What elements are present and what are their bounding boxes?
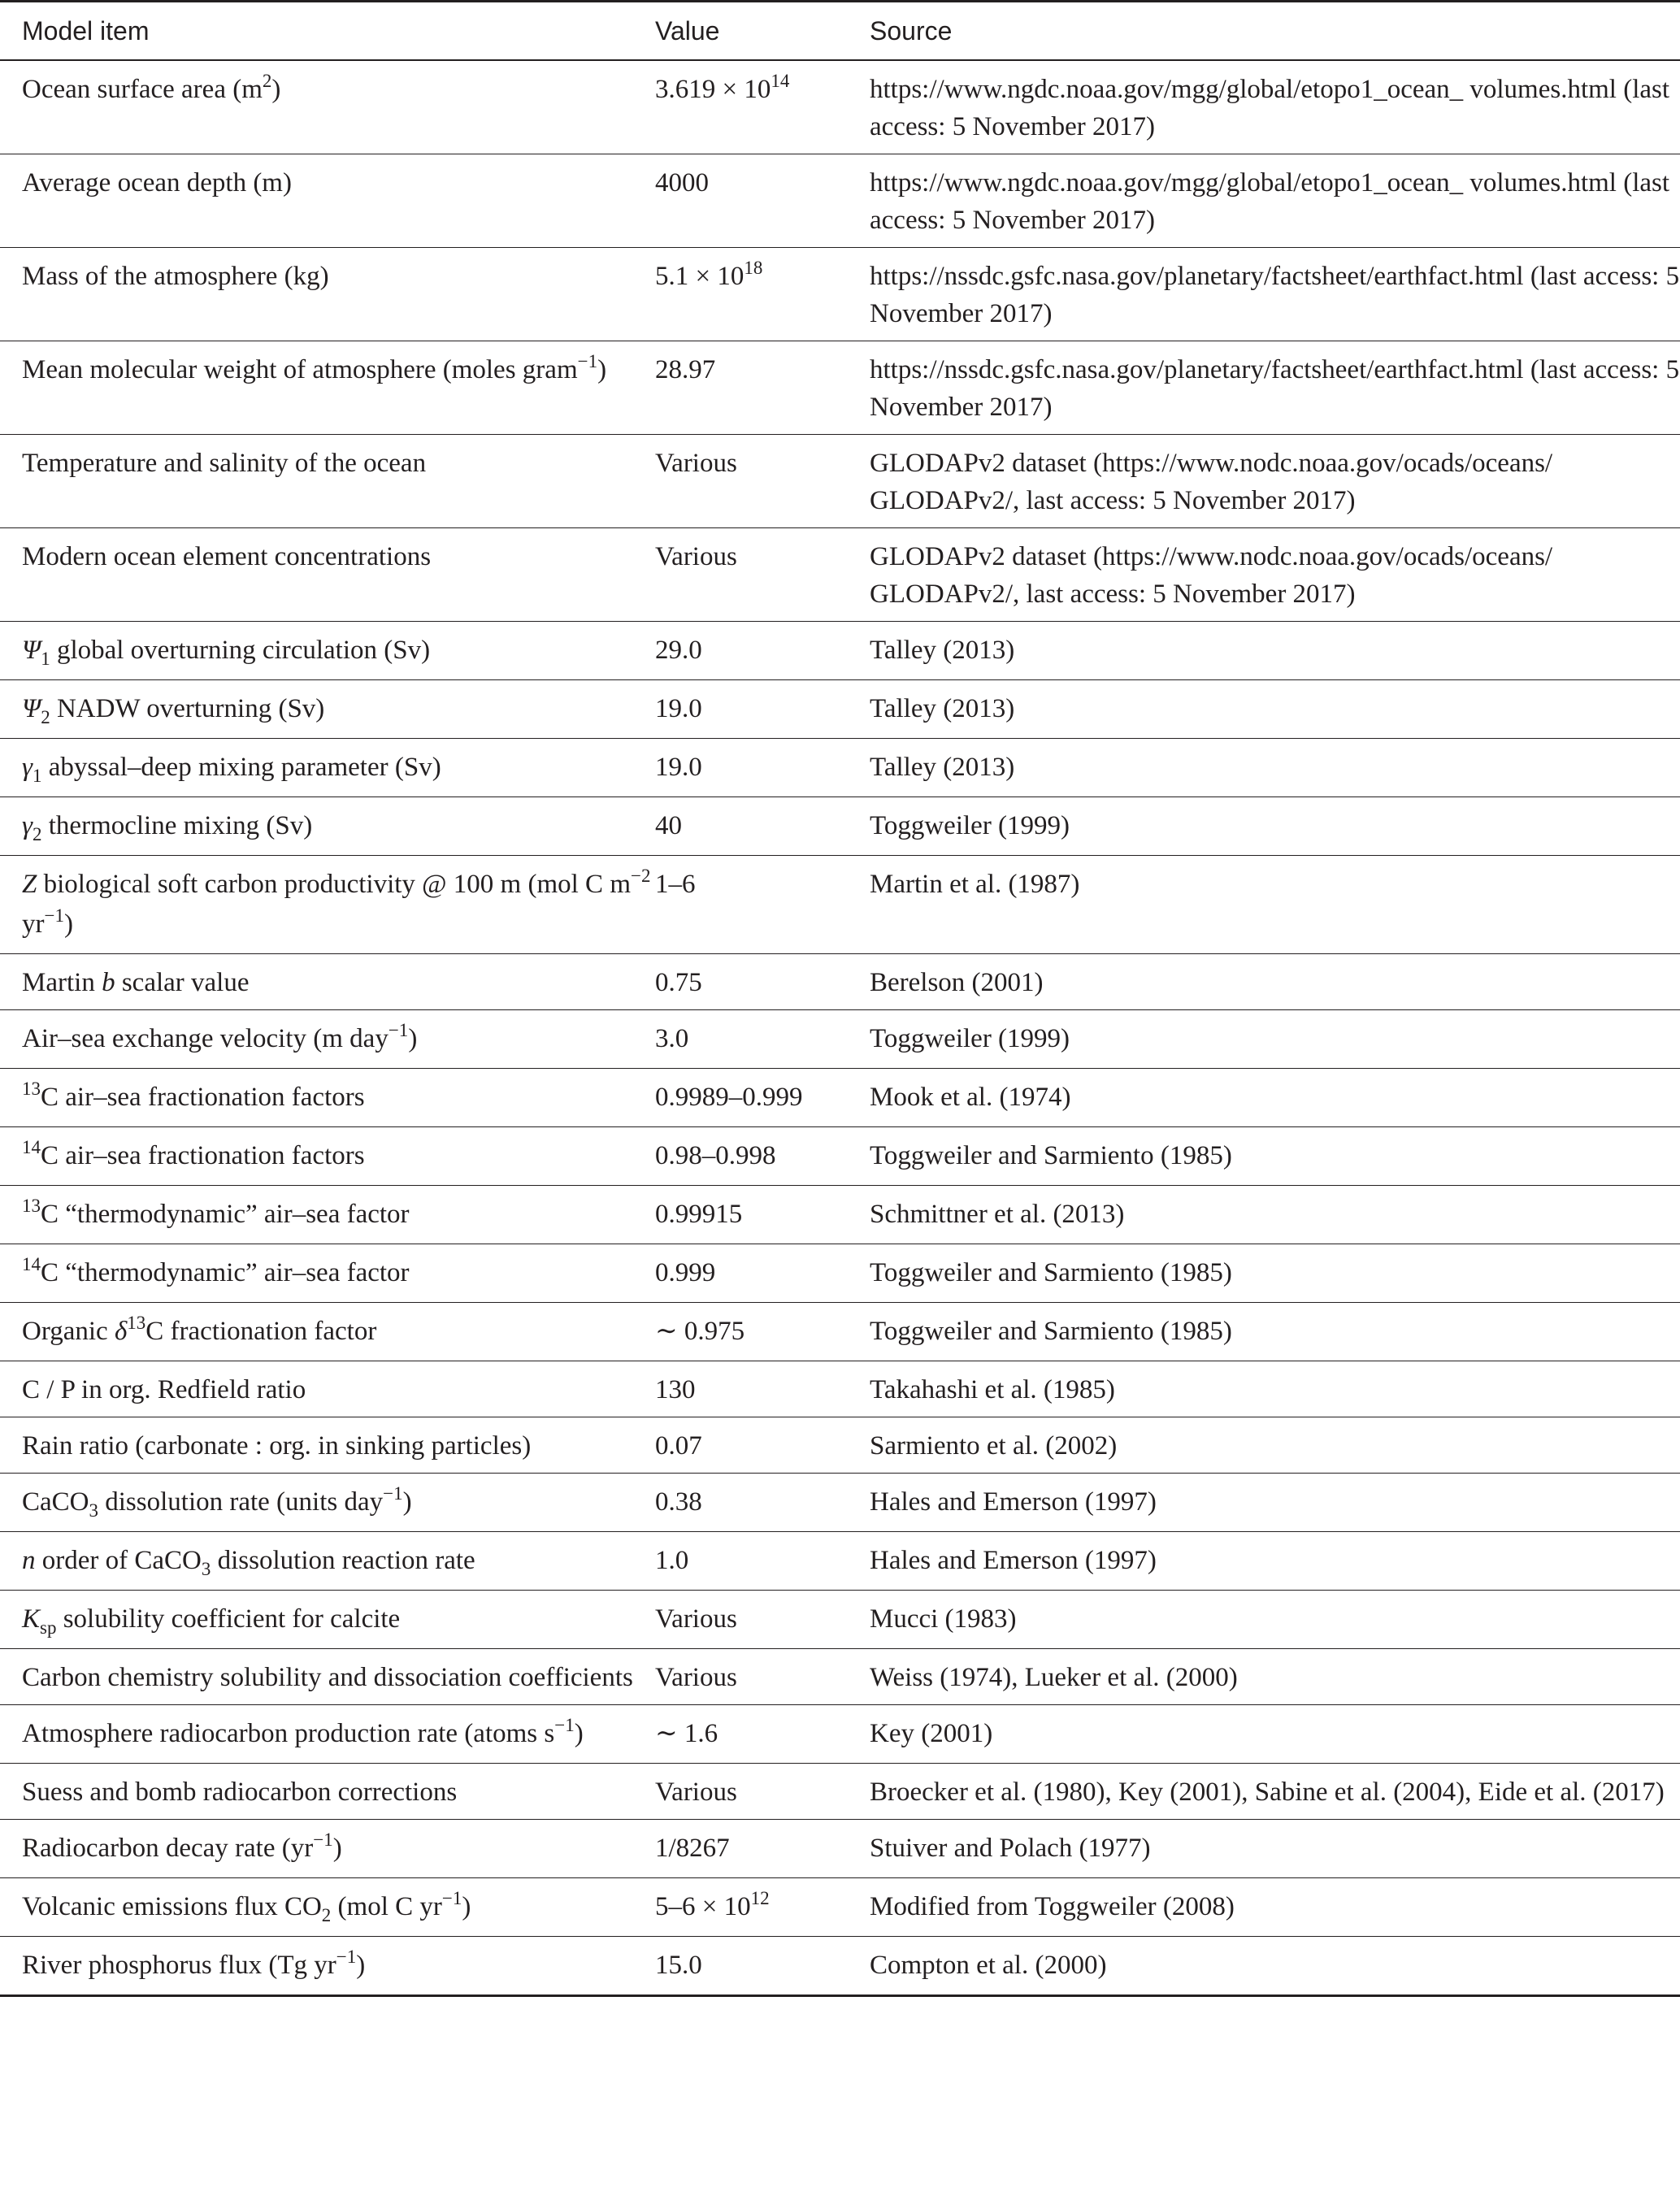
- cell-model-item: $K_{sp}$ solubility coefficient for calcite: [0, 1591, 655, 1649]
- cell-model-item: Average ocean depth (m): [0, 154, 655, 248]
- cell-value: 0.999: [655, 1244, 870, 1303]
- cell-value: ∼ 0.975: [655, 1303, 870, 1361]
- cell-source: Compton et al. (2000): [870, 1937, 1680, 1996]
- table-row: [0, 1474, 1680, 1532]
- column-header-source: Source: [870, 2, 1680, 61]
- column-header-model-item: Model item: [0, 2, 655, 61]
- cell-value: 1–6: [655, 856, 870, 954]
- cell-value: 29.0: [655, 622, 870, 680]
- cell-source: Weiss (1974), Lueker et al. (2000): [870, 1649, 1680, 1705]
- header-row: [0, 2, 1680, 61]
- cell-value: 28.97: [655, 341, 870, 435]
- cell-model-item: Temperature and salinity of the ocean: [0, 435, 655, 528]
- table-row: [0, 1186, 1680, 1244]
- cell-model-item: CaCO$_3$ dissolution rate (units day$^{-1}$): [0, 1474, 655, 1532]
- cell-value: 15.0: [655, 1937, 870, 1996]
- table-row: [0, 1649, 1680, 1705]
- table-row: [0, 797, 1680, 856]
- table-row: [0, 154, 1680, 248]
- cell-model-item: Volcanic emissions flux $CO_2$ (mol C $yr^{-1}$): [0, 1878, 655, 1937]
- cell-value: ∼ 1.6: [655, 1705, 870, 1764]
- cell-source: https://www.ngdc.noaa.gov/mgg/global/etopo1_ocean_ volumes.html (last access: 5 November 2017): [870, 154, 1680, 248]
- cell-source: Martin et al. (1987): [870, 856, 1680, 954]
- cell-source: Broecker et al. (1980), Key (2001), Sabine et al. (2004), Eide et al. (2017): [870, 1764, 1680, 1820]
- cell-value: Various: [655, 528, 870, 622]
- cell-source: https://nssdc.gsfc.nasa.gov/planetary/factsheet/earthfact.html (last access: 5 November 2017): [870, 248, 1680, 341]
- table-row: [0, 1069, 1680, 1127]
- cell-source: GLODAPv2 dataset (https://www.nodc.noaa.gov/ocads/oceans/ GLODAPv2/, last access: 5 November 2017): [870, 435, 1680, 528]
- table-row: [0, 1937, 1680, 1996]
- table-row: [0, 1010, 1680, 1069]
- cell-source: Toggweiler (1999): [870, 797, 1680, 856]
- cell-model-item: C / P in org. Redfield ratio: [0, 1361, 655, 1417]
- cell-model-item: $^{13}$C “thermodynamic” air–sea factor: [0, 1186, 655, 1244]
- cell-source: Toggweiler and Sarmiento (1985): [870, 1244, 1680, 1303]
- table-row: [0, 1532, 1680, 1591]
- table-row: [0, 60, 1680, 154]
- cell-model-item: $\Psi_2$ NADW overturning (Sv): [0, 680, 655, 739]
- cell-value: Various: [655, 435, 870, 528]
- cell-source: Hales and Emerson (1997): [870, 1532, 1680, 1591]
- table-row: [0, 341, 1680, 435]
- table-row: [0, 680, 1680, 739]
- table-row: [0, 1878, 1680, 1937]
- table-row: [0, 1591, 1680, 1649]
- cell-model-item: Atmosphere radiocarbon production rate (atoms $s^{-1}$): [0, 1705, 655, 1764]
- table-row: [0, 1820, 1680, 1878]
- cell-value: 0.99915: [655, 1186, 870, 1244]
- cell-model-item: Ocean surface area $(m^2)$: [0, 60, 655, 154]
- cell-source: Sarmiento et al. (2002): [870, 1417, 1680, 1474]
- cell-model-item: Suess and bomb radiocarbon corrections: [0, 1764, 655, 1820]
- table-row: [0, 954, 1680, 1010]
- table-row: [0, 528, 1680, 622]
- cell-model-item: Carbon chemistry solubility and dissociation coefficients: [0, 1649, 655, 1705]
- cell-model-item: Mean molecular weight of atmosphere (moles gram$^{-1}$): [0, 341, 655, 435]
- cell-source: Toggweiler and Sarmiento (1985): [870, 1127, 1680, 1186]
- cell-source: Talley (2013): [870, 739, 1680, 797]
- cell-source: Talley (2013): [870, 622, 1680, 680]
- cell-model-item: $^{13}$C air–sea fractionation factors: [0, 1069, 655, 1127]
- table-row: [0, 1244, 1680, 1303]
- table-header: [0, 2, 1680, 61]
- table-row: [0, 435, 1680, 528]
- cell-model-item: $\gamma_1$ abyssal–deep mixing parameter (Sv): [0, 739, 655, 797]
- cell-value: 40: [655, 797, 870, 856]
- cell-source: https://nssdc.gsfc.nasa.gov/planetary/factsheet/earthfact.html (last access: 5 November 2017): [870, 341, 1680, 435]
- cell-value: $3.619 \times 10^{14}$: [655, 60, 870, 154]
- table-row: [0, 1127, 1680, 1186]
- cell-model-item: Mass of the atmosphere (kg): [0, 248, 655, 341]
- cell-model-item: $\Psi_1$ global overturning circulation (Sv): [0, 622, 655, 680]
- cell-value: 1.0: [655, 1532, 870, 1591]
- cell-source: Mucci (1983): [870, 1591, 1680, 1649]
- table-row: [0, 1417, 1680, 1474]
- cell-value: 130: [655, 1361, 870, 1417]
- cell-model-item: $^{14}$C “thermodynamic” air–sea factor: [0, 1244, 655, 1303]
- cell-value: Various: [655, 1649, 870, 1705]
- table-row: [0, 1705, 1680, 1764]
- cell-source: Mook et al. (1974): [870, 1069, 1680, 1127]
- cell-model-item: Radiocarbon decay rate $(yr^{-1})$: [0, 1820, 655, 1878]
- cell-value: $5-6 \times 10^{12}$: [655, 1878, 870, 1937]
- cell-source: Stuiver and Polach (1977): [870, 1820, 1680, 1878]
- cell-value: 19.0: [655, 739, 870, 797]
- cell-value: 3.0: [655, 1010, 870, 1069]
- cell-source: Key (2001): [870, 1705, 1680, 1764]
- cell-value: 0.9989–0.999: [655, 1069, 870, 1127]
- cell-value: 0.98–0.998: [655, 1127, 870, 1186]
- table-row: [0, 248, 1680, 341]
- cell-model-item: Z biological soft carbon productivity @ 100 m (mol C $m^{-2}$ $yr^{-1}$): [0, 856, 655, 954]
- cell-source: Takahashi et al. (1985): [870, 1361, 1680, 1417]
- cell-model-item: $^{14}$C air–sea fractionation factors: [0, 1127, 655, 1186]
- cell-model-item: n order of CaCO$_3$ dissolution reaction rate: [0, 1532, 655, 1591]
- cell-value: 1/8267: [655, 1820, 870, 1878]
- cell-model-item: Martin b scalar value: [0, 954, 655, 1010]
- table-row: [0, 622, 1680, 680]
- cell-model-item: River phosphorus flux (Tg $yr^{-1}$): [0, 1937, 655, 1996]
- cell-source: Talley (2013): [870, 680, 1680, 739]
- cell-value: 0.75: [655, 954, 870, 1010]
- column-header-value: Value: [655, 2, 870, 61]
- cell-value: 19.0: [655, 680, 870, 739]
- cell-source: Toggweiler (1999): [870, 1010, 1680, 1069]
- cell-model-item: Rain ratio (carbonate : org. in sinking particles): [0, 1417, 655, 1474]
- cell-value: Various: [655, 1764, 870, 1820]
- table-row: [0, 1361, 1680, 1417]
- table-body: [0, 60, 1680, 1996]
- cell-value: $5.1 \times 10^{18}$: [655, 248, 870, 341]
- table-row: [0, 1303, 1680, 1361]
- cell-source: Modified from Toggweiler (2008): [870, 1878, 1680, 1937]
- cell-value: 0.07: [655, 1417, 870, 1474]
- table-row: [0, 739, 1680, 797]
- cell-model-item: Modern ocean element concentrations: [0, 528, 655, 622]
- table-row: [0, 856, 1680, 954]
- cell-source: Schmittner et al. (2013): [870, 1186, 1680, 1244]
- cell-source: GLODAPv2 dataset (https://www.nodc.noaa.gov/ocads/oceans/ GLODAPv2/, last access: 5 November 2017): [870, 528, 1680, 622]
- cell-model-item: Organic $\delta^{13}C$ fractionation factor: [0, 1303, 655, 1361]
- cell-source: Hales and Emerson (1997): [870, 1474, 1680, 1532]
- cell-source: Toggweiler and Sarmiento (1985): [870, 1303, 1680, 1361]
- cell-value: Various: [655, 1591, 870, 1649]
- cell-source: https://www.ngdc.noaa.gov/mgg/global/etopo1_ocean_ volumes.html (last access: 5 November 2017): [870, 60, 1680, 154]
- table-row: [0, 1764, 1680, 1820]
- cell-model-item: $\gamma_2$ thermocline mixing (Sv): [0, 797, 655, 856]
- cell-value: 4000: [655, 154, 870, 248]
- cell-model-item: Air–sea exchange velocity (m day$^{-1}$): [0, 1010, 655, 1069]
- cell-value: 0.38: [655, 1474, 870, 1532]
- cell-source: Berelson (2001): [870, 954, 1680, 1010]
